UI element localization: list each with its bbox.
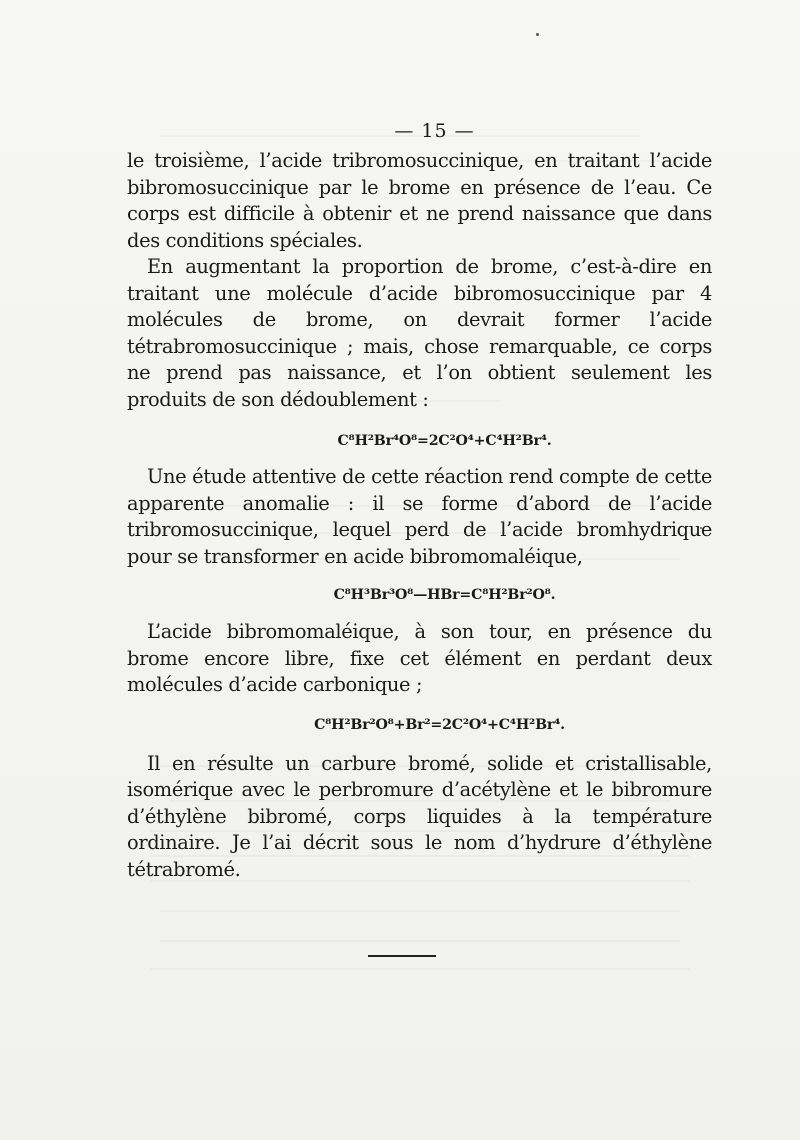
page-number: — 15 — (394, 120, 475, 142)
paragraph-3: Une étude attentive de cette réaction rend compte de cette apparente anomalie : il se forme d’abord de l’acide tribromosuccinique, lequel perd de l’acide bromhydrique pour se transformer en acide bibromomaléique, (127, 465, 712, 568)
formula-3: C⁸H²Br²O⁸+Br²=2C²O⁴+C⁴H²Br⁴. (314, 716, 565, 733)
paragraph-2: En augmentant la proportion de brome, c’est-à-dire en traitant une molécule d’acide bibromosuccinique par 4 molécules de brome, on devrait former l’acide tétrabromosuccinique ; mais, chose remarquable, ce corps ne prend pas naissance, et l’on obtient seulement les produits de son dédoublement : (127, 255, 712, 411)
paragraph-1: le troisième, l’acide tribromosuccinique, en traitant l’acide bibromosuccinique par le brome en présence de l’eau. Ce corps est difficile à obtenir et ne prend naissance que dans des conditions spéciales. (127, 149, 712, 252)
formula-1: C⁸H²Br⁴O⁸=2C²O⁴+C⁴H²Br⁴. (337, 433, 552, 449)
ink-speck (536, 33, 539, 36)
closing-rule (368, 955, 436, 957)
paragraph-5: Il en résulte un carbure bromé, solide et cristallisable, isomérique avec le perbromure d’acétylène et le bibromure d’éthylène bibromé, corps liquides à la température ordinaire. Je l’ai décrit sous le nom d’hydrure d’éthylène tétrabromé. (127, 751, 712, 881)
paragraph-4: L’acide bibromomaléique, à son tour, en présence du brome encore libre, fixe cet élément en perdant deux molécules d’acide carbonique ; (127, 620, 712, 696)
formula-2: C⁸H³Br³O⁸—HBr=C⁸H²Br²O⁸. (333, 587, 556, 603)
page-content (127, 118, 712, 957)
